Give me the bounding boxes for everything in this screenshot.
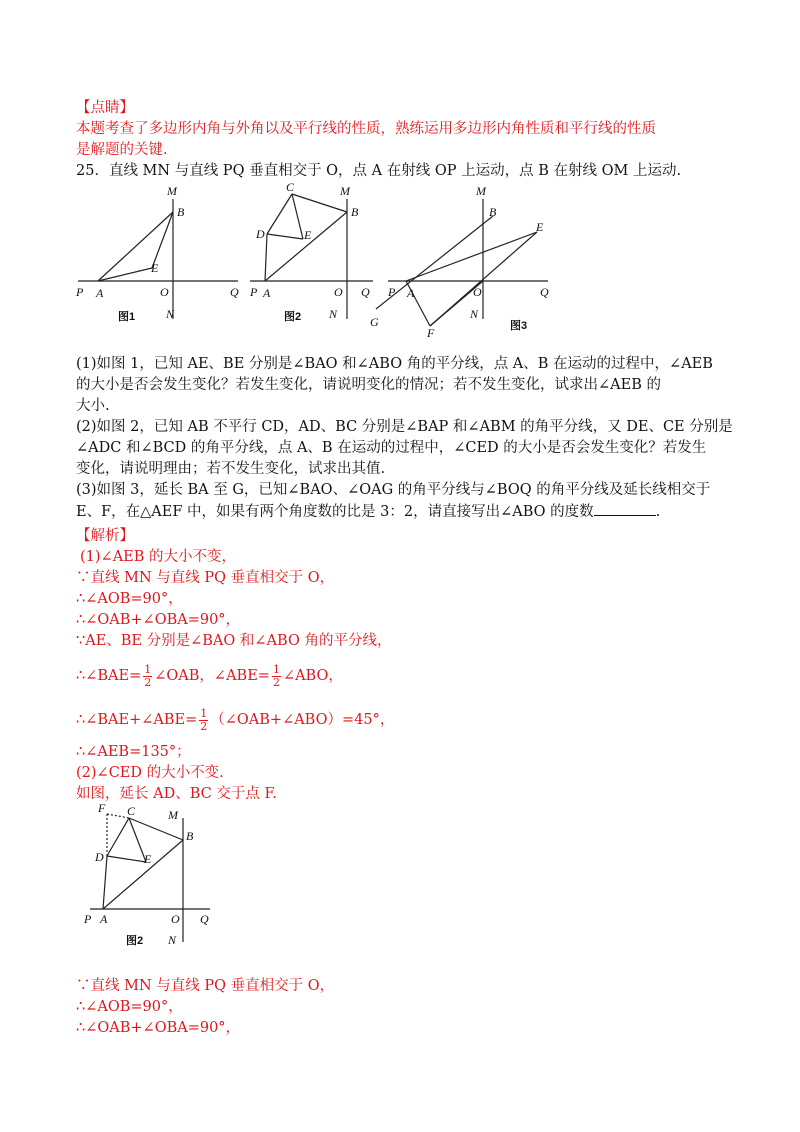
q3-line-2 <box>76 501 660 522</box>
fig4-caption: 图2 <box>126 935 144 947</box>
fig3-label-e: E <box>536 220 544 234</box>
fig3-label-a: A <box>407 286 415 300</box>
solution-step-7 <box>76 706 394 734</box>
fig4-label-f: F <box>98 801 106 815</box>
q1-line-1: (1)如图 1，已知 AE、BE 分别是∠BAO 和∠ABO 角的平分线，点 A、B 在运动的过程中，∠AEB <box>76 356 713 372</box>
fig2-label-d: D <box>256 227 265 241</box>
fig3-label-f: F <box>427 326 435 340</box>
fig3-label-b: B <box>489 205 497 219</box>
half-num: 1 <box>272 662 280 676</box>
fig1-label-a: A <box>96 286 104 300</box>
fig4-label-c: C <box>127 804 136 818</box>
fig3-label-g: G <box>370 315 379 329</box>
half-den: 2 <box>272 675 280 689</box>
fig3-label-m: M <box>476 184 486 198</box>
solution-step-10: 如图，延长 AD、BC 交于点 F. <box>76 786 277 802</box>
fig2-label-e: E <box>304 228 312 242</box>
solution-step-13: ∴∠OAB+∠OBA=90°， <box>76 1020 241 1036</box>
fig3-label-n: N <box>470 307 479 321</box>
fig4-label-d: D <box>95 850 104 864</box>
fig1-label-m: M <box>167 184 177 198</box>
fig1-label-e: E <box>151 261 159 275</box>
q1-line-3: 大小. <box>76 398 110 414</box>
s6-part-b: ∠OAB，∠ABE= <box>154 668 270 684</box>
fig4-label-p: P <box>84 912 92 926</box>
fig4-label-m: M <box>168 808 178 822</box>
s7-part-b: （∠OAB+∠ABO）=45°， <box>210 712 395 728</box>
half-den: 2 <box>200 719 208 733</box>
fig1-label-n: N <box>166 307 175 321</box>
fig2-label-q: Q <box>361 285 370 299</box>
fig2-label-p: P <box>250 285 258 299</box>
fig1-label-o: O <box>160 285 169 299</box>
half-num: 1 <box>200 706 208 720</box>
fig3-label-q: Q <box>540 285 549 299</box>
dianjing-header: 【点睛】 <box>76 100 134 116</box>
fig4-label-b: B <box>186 829 194 843</box>
q3-line-1: (3)如图 3，延长 BA 至 G，已知∠BAO、∠OAG 的角平分线与∠BOQ 的角平分线及延长线相交于 <box>76 482 711 498</box>
fig1-label-q: Q <box>230 285 239 299</box>
q2-line-2: ∠ADC 和∠BCD 的角平分线，点 A、B 在运动的过程中，∠CED 的大小是否会发生变化？若发生 <box>76 440 707 456</box>
fig1-label-p: P <box>76 285 84 299</box>
fig2-caption: 图2 <box>284 311 302 323</box>
solution-step-12: ∴∠AOB=90°， <box>76 999 183 1015</box>
fig3-caption: 图3 <box>510 320 528 332</box>
fig2-label-a: A <box>263 286 271 300</box>
fig4-label-o: O <box>171 912 180 926</box>
fig3-label-o: O <box>473 285 482 299</box>
solution-step-8: ∴∠AEB=135°； <box>76 744 191 760</box>
solution-step-2: ∵直线 MN 与直线 PQ 垂直相交于 O， <box>76 570 335 586</box>
s6-part-a: ∴∠BAE= <box>76 668 142 684</box>
fig4-label-q: Q <box>200 912 209 926</box>
half-fraction <box>272 664 281 689</box>
figures-1-3 <box>70 182 580 342</box>
fig4-label-n: N <box>168 933 177 947</box>
half-fraction <box>143 664 152 689</box>
q2-line-3: 变化，请说明理由；若不发生变化，试求出其值. <box>76 461 386 477</box>
fig3-label-p: P <box>388 285 396 299</box>
solution-step-3: ∴∠AOB=90°， <box>76 591 183 607</box>
fig4-label-e: E <box>144 852 152 866</box>
figure-2-extended <box>80 800 230 950</box>
q1-line-2: 的大小是否会发生变化？若发生变化，请说明变化的情况；若不发生变化，试求出∠AEB 的 <box>76 377 661 393</box>
problem-stem: 25．直线 MN 与直线 PQ 垂直相交于 O，点 A 在射线 OP 上运动，点 B 在射线 OM 上运动. <box>76 163 682 179</box>
q3-line-2-end: . <box>655 504 661 520</box>
fig1-label-b: B <box>177 205 185 219</box>
half-fraction <box>199 708 208 733</box>
solution-step-11: ∵直线 MN 与直线 PQ 垂直相交于 O， <box>76 978 335 994</box>
q2-line-1: (2)如图 2，已知 AB 不平行 CD，AD、BC 分别是∠BAP 和∠ABM 的角平分线，又 DE、CE 分别是 <box>76 419 733 435</box>
fig2-label-o: O <box>334 285 343 299</box>
half-den: 2 <box>144 675 152 689</box>
dianjing-line-1: 本题考查了多边形内角与外角以及平行线的性质，熟练运用多边形内角性质和平行线的性质 <box>76 121 656 137</box>
solution-header: 【解析】 <box>76 528 134 544</box>
fig2-label-b: B <box>351 205 359 219</box>
fig4-label-a: A <box>100 912 108 926</box>
answer-blank <box>594 501 656 516</box>
solution-step-1: (1)∠AEB 的大小不变， <box>80 549 237 565</box>
dianjing-line-2: 是解题的关键. <box>76 142 168 158</box>
s7-part-a: ∴∠BAE+∠ABE= <box>76 712 198 728</box>
q3-line-2-text: E、F，在△AEF 中，如果有两个角度数的比是 3：2，请直接写出∠ABO 的度数 <box>76 504 594 520</box>
fig2-label-c: C <box>286 182 295 194</box>
fig2-label-m: M <box>340 184 350 198</box>
s6-part-c: ∠ABO， <box>282 668 343 684</box>
solution-step-9: (2)∠CED 的大小不变. <box>76 765 224 781</box>
fig2-label-n: N <box>329 307 338 321</box>
solution-step-4: ∴∠OAB+∠OBA=90°， <box>76 612 241 628</box>
solution-step-6 <box>76 662 343 690</box>
fig1-caption: 图1 <box>118 311 136 323</box>
solution-step-5: ∵AE、BE 分别是∠BAO 和∠ABO 角的平分线， <box>76 633 392 649</box>
half-num: 1 <box>144 662 152 676</box>
